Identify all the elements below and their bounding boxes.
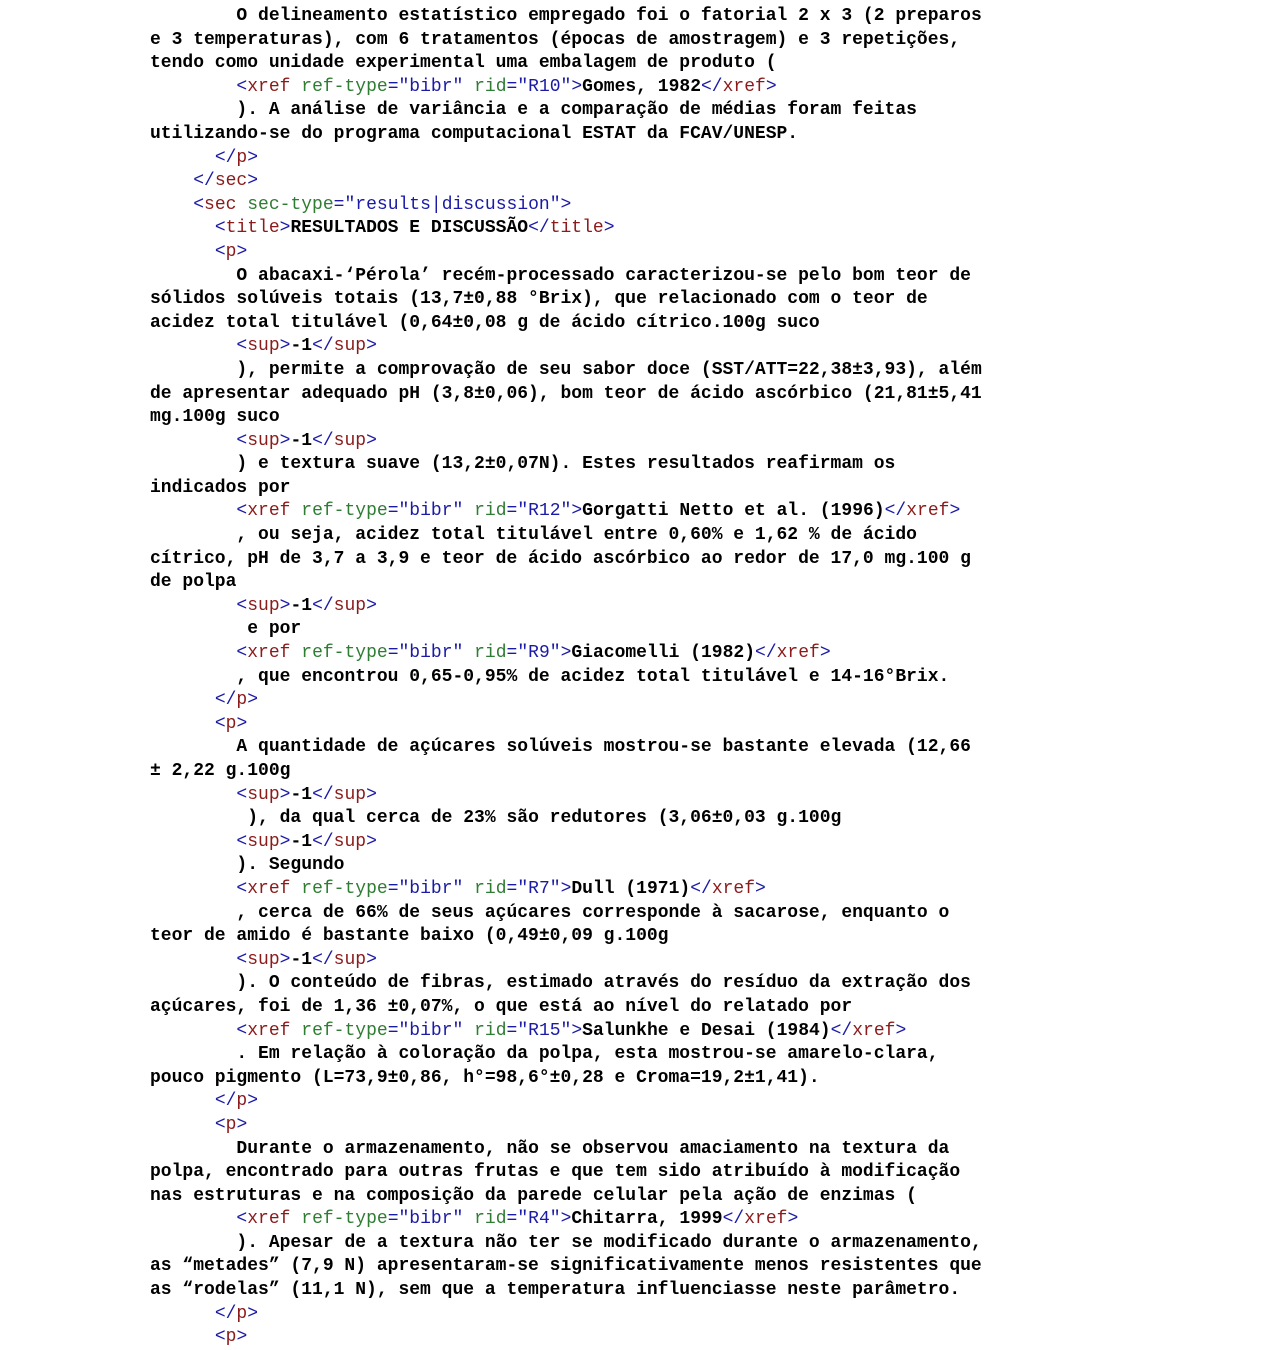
tag-bracket: > xyxy=(571,1020,583,1041)
tag-bracket: > xyxy=(247,147,259,168)
source-line xyxy=(150,500,1150,524)
tag-bracket: < xyxy=(236,1020,248,1041)
source-line xyxy=(150,1185,1150,1209)
text: -1 xyxy=(290,831,313,852)
tag-name: sup xyxy=(247,831,280,852)
tag-bracket: </ xyxy=(214,1091,237,1112)
text: ), da qual cerca de 23% são redutores (3,06±0,03 g.100g xyxy=(236,808,842,829)
tag-bracket: < xyxy=(236,878,248,899)
attr-name: rid xyxy=(474,1209,507,1230)
source-line xyxy=(150,477,1150,501)
tag-bracket: > xyxy=(560,643,572,664)
tag-bracket: > xyxy=(560,1209,572,1230)
tag-bracket: = xyxy=(387,643,399,664)
source-line xyxy=(150,1255,1150,1279)
source-line xyxy=(150,1090,1150,1114)
source-line xyxy=(150,335,1150,359)
tag-bracket: > xyxy=(819,643,831,664)
attr-value: "bibr" xyxy=(398,643,464,664)
source-line xyxy=(150,949,1150,973)
text: teor de amido é bastante baixo (0,49±0,09 g.100g xyxy=(150,926,669,947)
attr-value: "R12" xyxy=(517,501,572,522)
tag-name: title xyxy=(225,218,280,239)
attr-name: ref-type xyxy=(301,76,388,97)
tag-name: title xyxy=(549,218,604,239)
text: ). A análise de variância e a comparação de médias foram feitas xyxy=(236,100,917,121)
tag-bracket: = xyxy=(387,1209,399,1230)
source-line xyxy=(150,1279,1150,1303)
tag-name: sup xyxy=(333,949,367,970)
tag-bracket: > xyxy=(571,76,583,97)
tag-bracket: </ xyxy=(312,430,334,451)
tag-bracket: = xyxy=(387,76,399,97)
text: utilizando-se do programa computacional ESTAT da FCAV/UNESP. xyxy=(150,123,799,144)
tag-bracket: < xyxy=(236,430,248,451)
source-line xyxy=(150,736,1150,760)
attr-value: "R10" xyxy=(517,76,572,97)
source-line xyxy=(150,1232,1150,1256)
source-line xyxy=(150,1161,1150,1185)
tag-bracket: < xyxy=(236,501,248,522)
source-line xyxy=(150,29,1150,53)
attr-name: rid xyxy=(474,501,507,522)
tag-bracket: > xyxy=(366,784,377,805)
tag-bracket: </ xyxy=(830,1020,853,1041)
text xyxy=(463,77,474,97)
source-line xyxy=(150,383,1150,407)
tag-name: sup xyxy=(247,430,280,451)
tag-name: xref xyxy=(722,76,766,97)
text: Gomes, 1982 xyxy=(582,76,701,97)
tag-bracket: < xyxy=(236,831,248,852)
text xyxy=(463,879,474,899)
text xyxy=(463,1209,474,1229)
tag-bracket: > xyxy=(366,336,377,357)
source-line xyxy=(150,288,1150,312)
text xyxy=(463,501,474,521)
tag-bracket: > xyxy=(787,1209,799,1230)
tag-name: xref xyxy=(247,1209,291,1230)
text: polpa, encontrado para outras frutas e que tem sido atribuído à modificação xyxy=(150,1162,961,1183)
text xyxy=(290,501,301,521)
text: -1 xyxy=(290,784,313,805)
tag-bracket: > xyxy=(279,595,291,616)
source-line xyxy=(150,831,1150,855)
source-line xyxy=(150,666,1150,690)
tag-bracket: > xyxy=(279,430,291,451)
text: nas estruturas e na composição da parede celular pela ação de enzimas ( xyxy=(150,1185,917,1206)
source-line xyxy=(150,1138,1150,1162)
source-line xyxy=(150,147,1150,171)
source-line xyxy=(150,217,1150,241)
tag-bracket: > xyxy=(279,949,291,970)
source-line xyxy=(150,902,1150,926)
source-line xyxy=(150,1208,1150,1232)
tag-name: sup xyxy=(333,430,367,451)
tag-bracket: > xyxy=(236,241,248,262)
text: açúcares, foi de 1,36 ±0,07%, o que está ao nível do relatado por xyxy=(150,996,853,1017)
tag-bracket: = xyxy=(387,1020,399,1041)
tag-bracket: </ xyxy=(312,595,334,616)
tag-bracket: = xyxy=(506,76,518,97)
source-line xyxy=(150,878,1150,902)
text: ) e textura suave (13,2±0,07N). Estes resultados reafirmam os xyxy=(236,454,896,475)
source-line xyxy=(150,595,1150,619)
attr-name: ref-type xyxy=(301,1020,388,1041)
text: O abacaxi-‘Pérola’ recém-processado caracterizou-se pelo bom teor de xyxy=(236,265,971,286)
tag-bracket: = xyxy=(387,878,399,899)
text: -1 xyxy=(290,949,313,970)
tag-bracket: > xyxy=(366,949,377,970)
text xyxy=(290,77,301,97)
source-line xyxy=(150,1067,1150,1091)
tag-bracket: > xyxy=(279,336,291,357)
text: Giacomelli (1982) xyxy=(571,643,756,664)
source-line xyxy=(150,52,1150,76)
tag-bracket: > xyxy=(236,1327,248,1348)
text xyxy=(463,1021,474,1041)
tag-bracket: </ xyxy=(193,171,215,192)
tag-bracket: > xyxy=(560,194,572,215)
source-line xyxy=(150,430,1150,454)
tag-bracket: < xyxy=(193,194,205,215)
source-line xyxy=(150,1043,1150,1067)
attr-name: rid xyxy=(474,76,507,97)
tag-name: sup xyxy=(247,949,280,970)
tag-bracket: < xyxy=(214,218,226,239)
source-line xyxy=(150,972,1150,996)
source-line xyxy=(150,524,1150,548)
text: mg.100g suco xyxy=(150,407,280,428)
attr-value: "R4" xyxy=(517,1209,561,1230)
text: pouco pigmento (L=73,9±0,86, h°=98,6°±0,28 e Croma=19,2±1,41). xyxy=(150,1067,820,1088)
source-line xyxy=(150,1114,1150,1138)
tag-bracket: > xyxy=(236,713,248,734)
source-line xyxy=(150,170,1150,194)
tag-bracket: > xyxy=(603,218,615,239)
tag-bracket: > xyxy=(949,501,961,522)
text: tendo como unidade experimental uma embalagem de produto ( xyxy=(150,53,777,74)
source-line xyxy=(150,1020,1150,1044)
text: -1 xyxy=(290,336,313,357)
source-line xyxy=(150,548,1150,572)
tag-bracket: > xyxy=(279,831,291,852)
text: , cerca de 66% de seus açúcares corresponde à sacarose, enquanto o xyxy=(236,902,950,923)
tag-bracket: = xyxy=(506,643,518,664)
attr-value: "bibr" xyxy=(398,501,464,522)
tag-bracket: </ xyxy=(722,1209,745,1230)
text: Durante o armazenamento, não se observou amaciamento na textura da xyxy=(236,1138,950,1159)
text: ). Apesar de a textura não ter se modificado durante o armazenamento, xyxy=(236,1232,982,1253)
tag-bracket: > xyxy=(247,690,259,711)
tag-name: xref xyxy=(744,1209,788,1230)
text: Chitarra, 1999 xyxy=(571,1209,723,1230)
text: Salunkhe e Desai (1984) xyxy=(582,1020,831,1041)
tag-bracket: </ xyxy=(214,690,237,711)
text: A quantidade de açúcares solúveis mostrou-se bastante elevada (12,66 xyxy=(236,737,971,758)
tag-name: sup xyxy=(247,595,280,616)
text: O delineamento estatístico empregado foi o fatorial 2 x 3 (2 preparos xyxy=(236,6,982,26)
text: -1 xyxy=(290,430,313,451)
text: ). Segundo xyxy=(236,855,345,876)
text: RESULTADOS E DISCUSSÃO xyxy=(290,218,529,239)
text: e 3 temperaturas), com 6 tratamentos (épocas de amostragem) e 3 repetições, xyxy=(150,29,961,50)
tag-bracket: </ xyxy=(214,1303,237,1324)
source-line xyxy=(150,996,1150,1020)
tag-name: xref xyxy=(711,878,756,899)
source-line xyxy=(150,5,1150,29)
source-line xyxy=(150,312,1150,336)
attr-value: "bibr" xyxy=(398,1209,464,1230)
attr-name: rid xyxy=(474,643,507,664)
tag-name: p xyxy=(236,690,248,711)
source-line xyxy=(150,406,1150,430)
tag-name: sec xyxy=(214,171,248,192)
tag-bracket: = xyxy=(333,194,345,215)
tag-bracket: </ xyxy=(701,76,723,97)
source-line xyxy=(150,807,1150,831)
text xyxy=(290,1209,301,1229)
tag-bracket: > xyxy=(236,1114,248,1135)
attr-value: "bibr" xyxy=(398,878,464,899)
tag-bracket: > xyxy=(571,501,583,522)
text: , ou seja, acidez total titulável entre 0,60% e 1,62 % de ácido xyxy=(236,525,917,546)
attr-value: "results|discussion" xyxy=(344,194,561,215)
tag-bracket: < xyxy=(214,241,226,262)
tag-name: xref xyxy=(247,643,291,664)
source-line xyxy=(150,359,1150,383)
source-line xyxy=(150,76,1150,100)
text: . Em relação à coloração da polpa, esta mostrou-se amarelo-clara, xyxy=(236,1044,939,1065)
tag-bracket: > xyxy=(755,878,766,899)
source-line xyxy=(150,194,1150,218)
tag-name: xref xyxy=(247,501,291,522)
attr-value: "R7" xyxy=(517,878,561,899)
text: de polpa xyxy=(150,572,237,593)
tag-bracket: > xyxy=(560,878,572,899)
text: Dull (1971) xyxy=(571,878,691,899)
tag-bracket: = xyxy=(506,878,518,899)
xml-source-view xyxy=(150,5,1150,1350)
tag-bracket: < xyxy=(214,1114,226,1135)
attr-value: "R9" xyxy=(517,643,561,664)
tag-bracket: < xyxy=(214,1327,226,1348)
tag-name: p xyxy=(236,1091,248,1112)
tag-name: xref xyxy=(247,1020,291,1041)
source-line xyxy=(150,618,1150,642)
tag-bracket: > xyxy=(279,218,291,239)
tag-bracket: > xyxy=(765,76,777,97)
source-line xyxy=(150,241,1150,265)
tag-name: p xyxy=(236,147,248,168)
attr-name: rid xyxy=(474,1020,507,1041)
attr-name: ref-type xyxy=(301,878,388,899)
source-line xyxy=(150,571,1150,595)
source-line xyxy=(150,265,1150,289)
attr-value: "R15" xyxy=(517,1020,572,1041)
tag-name: sup xyxy=(333,784,367,805)
tag-bracket: < xyxy=(236,76,248,97)
tag-name: sec xyxy=(204,194,237,215)
text: sólidos solúveis totais (13,7±0,88 °Brix), que relacionado com o teor de xyxy=(150,289,928,310)
tag-name: xref xyxy=(776,643,820,664)
tag-name: sup xyxy=(247,784,280,805)
tag-bracket: </ xyxy=(884,501,907,522)
source-line xyxy=(150,689,1150,713)
tag-bracket: = xyxy=(506,501,518,522)
source-line xyxy=(150,854,1150,878)
tag-bracket: < xyxy=(236,1209,248,1230)
tag-name: sup xyxy=(333,336,367,357)
tag-name: xref xyxy=(906,501,950,522)
attr-value: "bibr" xyxy=(398,76,464,97)
text: acidez total titulável (0,64±0,08 g de ácido cítrico.100g suco xyxy=(150,312,820,333)
text xyxy=(290,879,301,899)
tag-bracket: > xyxy=(247,171,259,192)
tag-name: p xyxy=(225,241,237,262)
attr-name: sec-type xyxy=(247,194,334,215)
tag-bracket: = xyxy=(506,1209,518,1230)
tag-bracket: </ xyxy=(312,949,334,970)
text: ± 2,22 g.100g xyxy=(150,761,291,781)
text: as “metades” (7,9 N) apresentaram-se significativamente menos resistentes que xyxy=(150,1256,982,1277)
text: -1 xyxy=(290,595,313,616)
source-line xyxy=(150,123,1150,147)
tag-name: sup xyxy=(333,831,367,852)
text xyxy=(236,195,247,215)
tag-bracket: < xyxy=(236,643,248,664)
tag-bracket: > xyxy=(366,430,377,451)
text xyxy=(290,643,301,663)
tag-bracket: > xyxy=(366,831,377,852)
text xyxy=(463,643,474,663)
text: , que encontrou 0,65-0,95% de acidez total titulável e 14-16°Brix. xyxy=(236,666,950,687)
attr-value: "bibr" xyxy=(398,1020,464,1041)
source-line xyxy=(150,1326,1150,1350)
tag-name: p xyxy=(225,1327,237,1348)
tag-bracket: = xyxy=(387,501,399,522)
tag-name: p xyxy=(225,713,237,734)
text: de apresentar adequado pH (3,8±0,06), bom teor de ácido ascórbico (21,81±5,41 xyxy=(150,383,982,404)
source-line xyxy=(150,925,1150,949)
text xyxy=(290,1021,301,1041)
source-line xyxy=(150,99,1150,123)
text: e por xyxy=(236,619,302,640)
text: indicados por xyxy=(150,477,291,498)
text: ), permite a comprovação de seu sabor doce (SST/ATT=22,38±3,93), além xyxy=(236,359,982,380)
source-line xyxy=(150,453,1150,477)
source-line xyxy=(150,713,1150,737)
tag-name: p xyxy=(225,1114,237,1135)
attr-name: rid xyxy=(474,878,507,899)
tag-name: xref xyxy=(247,76,291,97)
tag-bracket: </ xyxy=(690,878,712,899)
attr-name: ref-type xyxy=(301,501,388,522)
source-line xyxy=(150,760,1150,784)
text: ). O conteúdo de fibras, estimado através do resíduo da extração dos xyxy=(236,973,971,994)
tag-bracket: > xyxy=(247,1091,259,1112)
tag-bracket: </ xyxy=(312,784,334,805)
tag-bracket: < xyxy=(236,784,248,805)
source-line xyxy=(150,784,1150,808)
tag-bracket: < xyxy=(236,595,248,616)
tag-bracket: > xyxy=(366,595,377,616)
tag-bracket: </ xyxy=(312,336,334,357)
tag-name: xref xyxy=(247,878,291,899)
tag-name: sup xyxy=(333,595,367,616)
tag-name: sup xyxy=(247,336,280,357)
tag-bracket: > xyxy=(895,1020,907,1041)
tag-bracket: </ xyxy=(312,831,334,852)
tag-bracket: < xyxy=(236,336,248,357)
tag-bracket: > xyxy=(247,1303,259,1324)
tag-bracket: </ xyxy=(755,643,777,664)
tag-bracket: </ xyxy=(214,147,237,168)
tag-bracket: </ xyxy=(528,218,550,239)
text: as “rodelas” (11,1 N), sem que a temperatura influenciasse neste parâmetro. xyxy=(150,1280,961,1301)
source-line xyxy=(150,1303,1150,1327)
attr-name: ref-type xyxy=(301,643,388,664)
tag-bracket: = xyxy=(506,1020,518,1041)
text: Gorgatti Netto et al. (1996) xyxy=(582,501,885,522)
attr-name: ref-type xyxy=(301,1209,388,1230)
tag-name: xref xyxy=(852,1020,896,1041)
tag-bracket: < xyxy=(236,949,248,970)
text: cítrico, pH de 3,7 a 3,9 e teor de ácido ascórbico ao redor de 17,0 mg.100 g xyxy=(150,548,971,569)
tag-bracket: < xyxy=(214,713,226,734)
tag-name: p xyxy=(236,1303,248,1324)
source-line xyxy=(150,642,1150,666)
tag-bracket: > xyxy=(279,784,291,805)
